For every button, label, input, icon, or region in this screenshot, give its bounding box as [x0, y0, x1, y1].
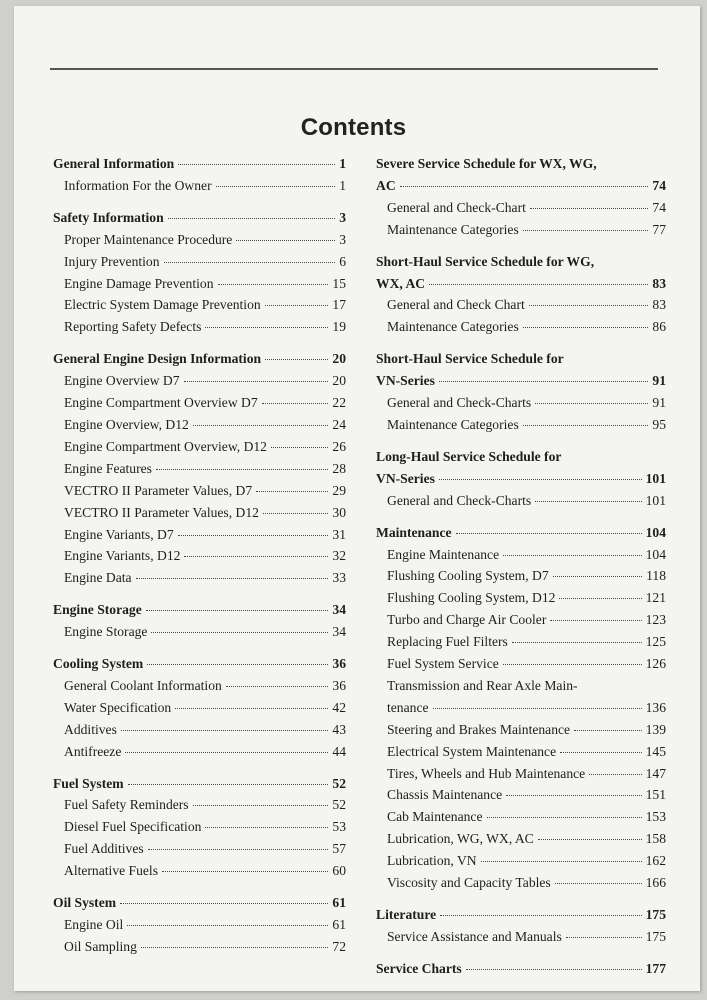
toc-section — [53, 348, 346, 589]
page-number: 101 — [645, 492, 666, 508]
toc-entry — [53, 838, 346, 860]
dot-leader — [216, 186, 336, 187]
entry-title: General and Check-Charts — [387, 395, 532, 411]
toc-section-heading — [53, 599, 346, 621]
toc-entry — [53, 436, 346, 458]
section-title: General Information — [53, 156, 175, 171]
toc-section — [376, 251, 666, 339]
dot-leader — [151, 632, 328, 633]
toc-entry — [376, 719, 666, 741]
toc-section-heading — [53, 653, 346, 675]
toc-section — [53, 153, 346, 197]
page-number: 126 — [645, 656, 666, 672]
header-rule — [50, 68, 658, 70]
page-number: 175 — [645, 907, 666, 922]
dot-leader — [146, 610, 329, 611]
toc-entry — [53, 370, 346, 392]
toc-entry — [53, 860, 346, 882]
dot-leader — [193, 805, 329, 806]
toc-section-title-line: Long-Haul Service Schedule for — [376, 448, 562, 464]
dot-leader — [265, 305, 329, 306]
toc-entry — [376, 631, 666, 653]
page-number: 95 — [652, 416, 666, 432]
entry-title: Engine Overview, D12 — [64, 416, 189, 432]
dot-leader — [439, 479, 642, 480]
toc-entry — [376, 806, 666, 828]
page-number: 77 — [652, 221, 666, 237]
dot-leader — [147, 664, 328, 665]
dot-leader — [535, 403, 648, 404]
page-number: 34 — [332, 602, 346, 618]
dot-leader — [120, 903, 328, 904]
toc-entry-title-line: Transmission and Rear Axle Main- — [387, 677, 578, 693]
entry-title: Engine Damage Prevention — [64, 275, 214, 291]
dot-leader — [535, 501, 641, 502]
toc-entry — [376, 490, 666, 512]
page-number: 91 — [652, 373, 666, 389]
page-number: 121 — [645, 590, 666, 606]
page-number: 43 — [332, 721, 346, 737]
dot-leader — [164, 262, 336, 263]
page-number: 30 — [332, 504, 346, 520]
dot-leader — [481, 861, 642, 862]
toc-entry — [376, 544, 666, 566]
page-number: 91 — [652, 395, 666, 411]
page-number: 104 — [645, 524, 666, 540]
toc-entry — [53, 229, 346, 251]
toc-section-heading — [376, 370, 666, 392]
page-number: 44 — [332, 743, 346, 759]
page-number: 162 — [645, 853, 666, 869]
section-title: VN-Series — [376, 470, 435, 486]
page-number: 145 — [645, 743, 666, 759]
dot-leader — [574, 730, 642, 731]
entry-title: Engine Oil — [64, 917, 124, 932]
toc-entry — [376, 784, 666, 806]
toc-section — [53, 207, 346, 338]
toc-entry — [376, 872, 666, 894]
entry-title: Additives — [64, 721, 117, 737]
toc-entry — [376, 587, 666, 609]
dot-leader — [530, 208, 649, 209]
toc-entry — [53, 545, 346, 567]
toc-entry — [53, 567, 346, 589]
page-number: 104 — [645, 546, 666, 562]
page-number: 36 — [332, 677, 346, 693]
toc-section-title-line: Short-Haul Service Schedule for — [376, 351, 564, 367]
page-number: 86 — [652, 319, 666, 335]
page-number: 1 — [339, 177, 346, 193]
page-number: 139 — [645, 721, 666, 737]
page-number: 33 — [332, 570, 346, 586]
entry-title: Maintenance Categories — [387, 416, 519, 432]
dot-leader — [156, 469, 328, 470]
page-number: 101 — [645, 470, 666, 486]
section-title: VN-Series — [376, 373, 435, 389]
dot-leader — [529, 305, 649, 306]
entry-title: Service Assistance and Manuals — [387, 928, 562, 944]
toc-right-column — [376, 153, 666, 990]
entry-title: Tires, Wheels and Hub Maintenance — [387, 765, 586, 781]
toc-left-column — [53, 153, 346, 968]
page-number: 3 — [339, 209, 346, 225]
entry-title: Viscosity and Capacity Tables — [387, 875, 551, 891]
dot-leader — [263, 513, 328, 514]
dot-leader — [439, 381, 649, 382]
toc-entry — [376, 926, 666, 948]
toc-section-heading — [53, 773, 346, 795]
page-number: 28 — [332, 460, 346, 476]
section-title: Cooling System — [53, 656, 144, 672]
toc-section — [376, 153, 666, 241]
toc-entry — [53, 914, 346, 936]
dot-leader — [168, 218, 336, 219]
dot-leader — [589, 774, 641, 775]
toc-entry — [53, 273, 346, 295]
toc-section-title-line: Severe Service Schedule for WX, WG, — [376, 156, 597, 171]
entry-title: Antifreeze — [64, 743, 122, 759]
entry-title: Electrical System Maintenance — [387, 743, 557, 759]
entry-title: Water Specification — [64, 699, 172, 715]
dot-leader — [226, 686, 329, 687]
page-number: 158 — [645, 831, 666, 847]
dot-leader — [559, 598, 641, 599]
page-number: 22 — [332, 395, 346, 411]
toc-entry — [376, 697, 666, 719]
entry-title: Maintenance Categories — [387, 221, 519, 237]
dot-leader — [127, 925, 328, 926]
toc-entry — [53, 414, 346, 436]
dot-leader — [433, 708, 642, 709]
section-title: Oil System — [53, 895, 117, 911]
dot-leader — [136, 578, 329, 579]
dot-leader — [553, 576, 642, 577]
toc-entry — [53, 480, 346, 502]
toc-entry — [53, 524, 346, 546]
toc-section-heading — [376, 273, 666, 295]
page-number: 15 — [332, 275, 346, 291]
toc-entry — [376, 741, 666, 763]
toc-entry — [53, 251, 346, 273]
toc-entry — [376, 414, 666, 436]
section-title: AC — [376, 177, 396, 193]
page-number: 20 — [332, 373, 346, 389]
dot-leader — [487, 817, 642, 818]
dot-leader — [466, 969, 642, 970]
toc-section — [376, 348, 666, 436]
dot-leader — [512, 642, 642, 643]
page-number: 31 — [332, 526, 346, 542]
page-number: 123 — [645, 612, 666, 628]
dot-leader — [256, 491, 328, 492]
entry-title: Flushing Cooling System, D7 — [387, 568, 549, 584]
page-number: 20 — [332, 351, 346, 367]
page-number: 17 — [332, 297, 346, 313]
entry-title: Maintenance Categories — [387, 319, 519, 335]
dot-leader — [262, 403, 329, 404]
page-number: 74 — [652, 199, 666, 215]
page-number: 147 — [645, 765, 666, 781]
dot-leader — [503, 664, 642, 665]
toc-entry — [376, 653, 666, 675]
toc-section — [53, 599, 346, 643]
page-number: 74 — [652, 177, 666, 193]
toc-section-heading — [53, 348, 346, 370]
page-number: 118 — [646, 568, 666, 584]
page-number: 153 — [645, 809, 666, 825]
toc-entry — [53, 816, 346, 838]
entry-title: Injury Prevention — [64, 253, 160, 269]
dot-leader — [184, 381, 329, 382]
section-title: Service Charts — [376, 960, 462, 976]
toc-section — [53, 892, 346, 958]
dot-leader — [503, 555, 642, 556]
section-title: WX, AC — [376, 275, 426, 291]
dot-leader — [566, 937, 642, 938]
page-number: 175 — [645, 928, 666, 944]
toc-entry — [53, 294, 346, 316]
dot-leader — [271, 447, 328, 448]
page-number: 32 — [332, 548, 346, 564]
toc-section — [376, 446, 666, 512]
toc-entry — [53, 316, 346, 338]
section-title: Engine Storage — [53, 602, 142, 618]
entry-title: Oil Sampling — [64, 938, 137, 954]
entry-title: Engine Compartment Overview D7 — [64, 395, 258, 411]
entry-title: Fuel Additives — [64, 841, 144, 857]
dot-leader — [128, 784, 329, 785]
page-number: 61 — [332, 895, 346, 911]
dot-leader — [236, 240, 335, 241]
dot-leader — [178, 164, 335, 165]
entry-title: tenance — [387, 699, 429, 715]
page-number: 52 — [332, 775, 346, 791]
entry-title: Engine Storage — [64, 624, 148, 640]
entry-title: General and Check Chart — [387, 297, 525, 313]
toc-section-heading — [376, 958, 666, 980]
entry-title: Engine Features — [64, 460, 152, 476]
entry-title: Engine Variants, D7 — [64, 526, 174, 542]
entry-title: Lubrication, WG, WX, AC — [387, 831, 534, 847]
toc-section-heading — [53, 207, 346, 229]
entry-title: Flushing Cooling System, D12 — [387, 590, 556, 606]
toc-entry — [53, 719, 346, 741]
entry-title: Engine Compartment Overview, D12 — [64, 438, 267, 454]
dot-leader — [205, 827, 328, 828]
entry-title: Proper Maintenance Procedure — [64, 231, 233, 247]
entry-title: Lubrication, VN — [387, 853, 477, 869]
dot-leader — [538, 839, 642, 840]
page-number: 83 — [652, 297, 666, 313]
toc-entry — [376, 565, 666, 587]
page-number: 26 — [332, 438, 346, 454]
toc-entry — [376, 316, 666, 338]
page-number: 34 — [332, 624, 346, 640]
dot-leader — [193, 425, 329, 426]
page-number: 29 — [332, 482, 346, 498]
entry-title: Engine Overview D7 — [64, 373, 180, 389]
page-number: 6 — [339, 253, 346, 269]
dot-leader — [205, 327, 328, 328]
entry-title: Turbo and Charge Air Cooler — [387, 612, 547, 628]
dot-leader — [162, 871, 328, 872]
toc-section — [376, 904, 666, 948]
page-number: 125 — [645, 634, 666, 650]
entry-title: Information For the Owner — [64, 177, 212, 193]
page-number: 83 — [652, 275, 666, 291]
section-title: Maintenance — [376, 524, 452, 540]
toc-section-heading — [376, 522, 666, 544]
page-number: 151 — [645, 787, 666, 803]
toc-entry — [53, 458, 346, 480]
dot-leader — [141, 947, 329, 948]
dot-leader — [506, 795, 641, 796]
page-number: 177 — [645, 960, 666, 976]
section-title: Literature — [376, 907, 437, 922]
dot-leader — [400, 186, 649, 187]
dot-leader — [555, 883, 642, 884]
dot-leader — [440, 915, 641, 916]
entry-title: Engine Variants, D12 — [64, 548, 181, 564]
page-number: 42 — [332, 699, 346, 715]
dot-leader — [178, 535, 329, 536]
dot-leader — [184, 556, 328, 557]
toc-section — [376, 522, 666, 894]
toc-section-heading — [53, 892, 346, 914]
toc-section — [376, 958, 666, 980]
dot-leader — [523, 230, 649, 231]
toc-entry — [53, 175, 346, 197]
entry-title: Engine Data — [64, 570, 132, 586]
dot-leader — [523, 425, 649, 426]
toc-section-heading — [53, 153, 346, 175]
page-number: 36 — [332, 656, 346, 672]
page-number: 53 — [332, 819, 346, 835]
toc-entry — [376, 219, 666, 241]
dot-leader — [456, 533, 642, 534]
entry-title: Engine Maintenance — [387, 546, 500, 562]
toc-entry — [376, 392, 666, 414]
entry-title: Fuel Safety Reminders — [64, 797, 189, 813]
toc-section-title-line: Short-Haul Service Schedule for WG, — [376, 253, 595, 269]
toc-entry — [376, 828, 666, 850]
toc-entry — [53, 794, 346, 816]
page-number: 166 — [645, 875, 666, 891]
section-title: Safety Information — [53, 209, 164, 225]
toc-entry — [53, 675, 346, 697]
entry-title: General and Check-Chart — [387, 199, 526, 215]
page-title: Contents — [300, 114, 407, 141]
page-number: 136 — [645, 699, 666, 715]
toc-section — [53, 773, 346, 883]
toc-section — [53, 653, 346, 763]
toc-entry — [376, 294, 666, 316]
dot-leader — [560, 752, 642, 753]
page-number: 3 — [339, 231, 346, 247]
toc-entry — [53, 392, 346, 414]
toc-entry — [53, 621, 346, 643]
dot-leader — [429, 284, 648, 285]
toc-entry — [53, 502, 346, 524]
page-number: 19 — [332, 319, 346, 335]
entry-title: Chassis Maintenance — [387, 787, 503, 803]
toc-section-heading — [376, 175, 666, 197]
entry-title: Steering and Brakes Maintenance — [387, 721, 571, 737]
toc-entry — [376, 609, 666, 631]
dot-leader — [148, 849, 329, 850]
entry-title: VECTRO II Parameter Values, D7 — [64, 482, 253, 498]
page-number: 52 — [332, 797, 346, 813]
toc-entry — [376, 850, 666, 872]
dot-leader — [218, 284, 329, 285]
entry-title: Diesel Fuel Specification — [64, 819, 202, 835]
toc-entry — [53, 697, 346, 719]
page-number: 61 — [332, 917, 346, 932]
dot-leader — [121, 730, 329, 731]
entry-title: Cab Maintenance — [387, 809, 483, 825]
entry-title: VECTRO II Parameter Values, D12 — [64, 504, 259, 520]
entry-title: Fuel System Service — [387, 656, 499, 672]
entry-title: Reporting Safety Defects — [64, 319, 202, 335]
toc-section-heading — [376, 468, 666, 490]
toc-section-heading — [376, 904, 666, 926]
toc-entry — [53, 936, 346, 958]
entry-title: General Coolant Information — [64, 677, 222, 693]
page-number: 72 — [332, 938, 346, 954]
dot-leader — [523, 327, 649, 328]
page-number: 60 — [332, 863, 346, 879]
toc-entry — [376, 763, 666, 785]
page-number: 1 — [339, 156, 346, 171]
entry-title: General and Check-Charts — [387, 492, 532, 508]
toc-entry — [376, 197, 666, 219]
dot-leader — [175, 708, 328, 709]
entry-title: Replacing Fuel Filters — [387, 634, 508, 650]
dot-leader — [550, 620, 641, 621]
entry-title: Electric System Damage Prevention — [64, 297, 261, 313]
toc-entry — [53, 741, 346, 763]
page-number: 57 — [332, 841, 346, 857]
section-title: General Engine Design Information — [53, 351, 262, 367]
section-title: Fuel System — [53, 775, 124, 791]
dot-leader — [265, 359, 328, 360]
page-number: 24 — [332, 416, 346, 432]
entry-title: Alternative Fuels — [64, 863, 159, 879]
dot-leader — [125, 752, 328, 753]
